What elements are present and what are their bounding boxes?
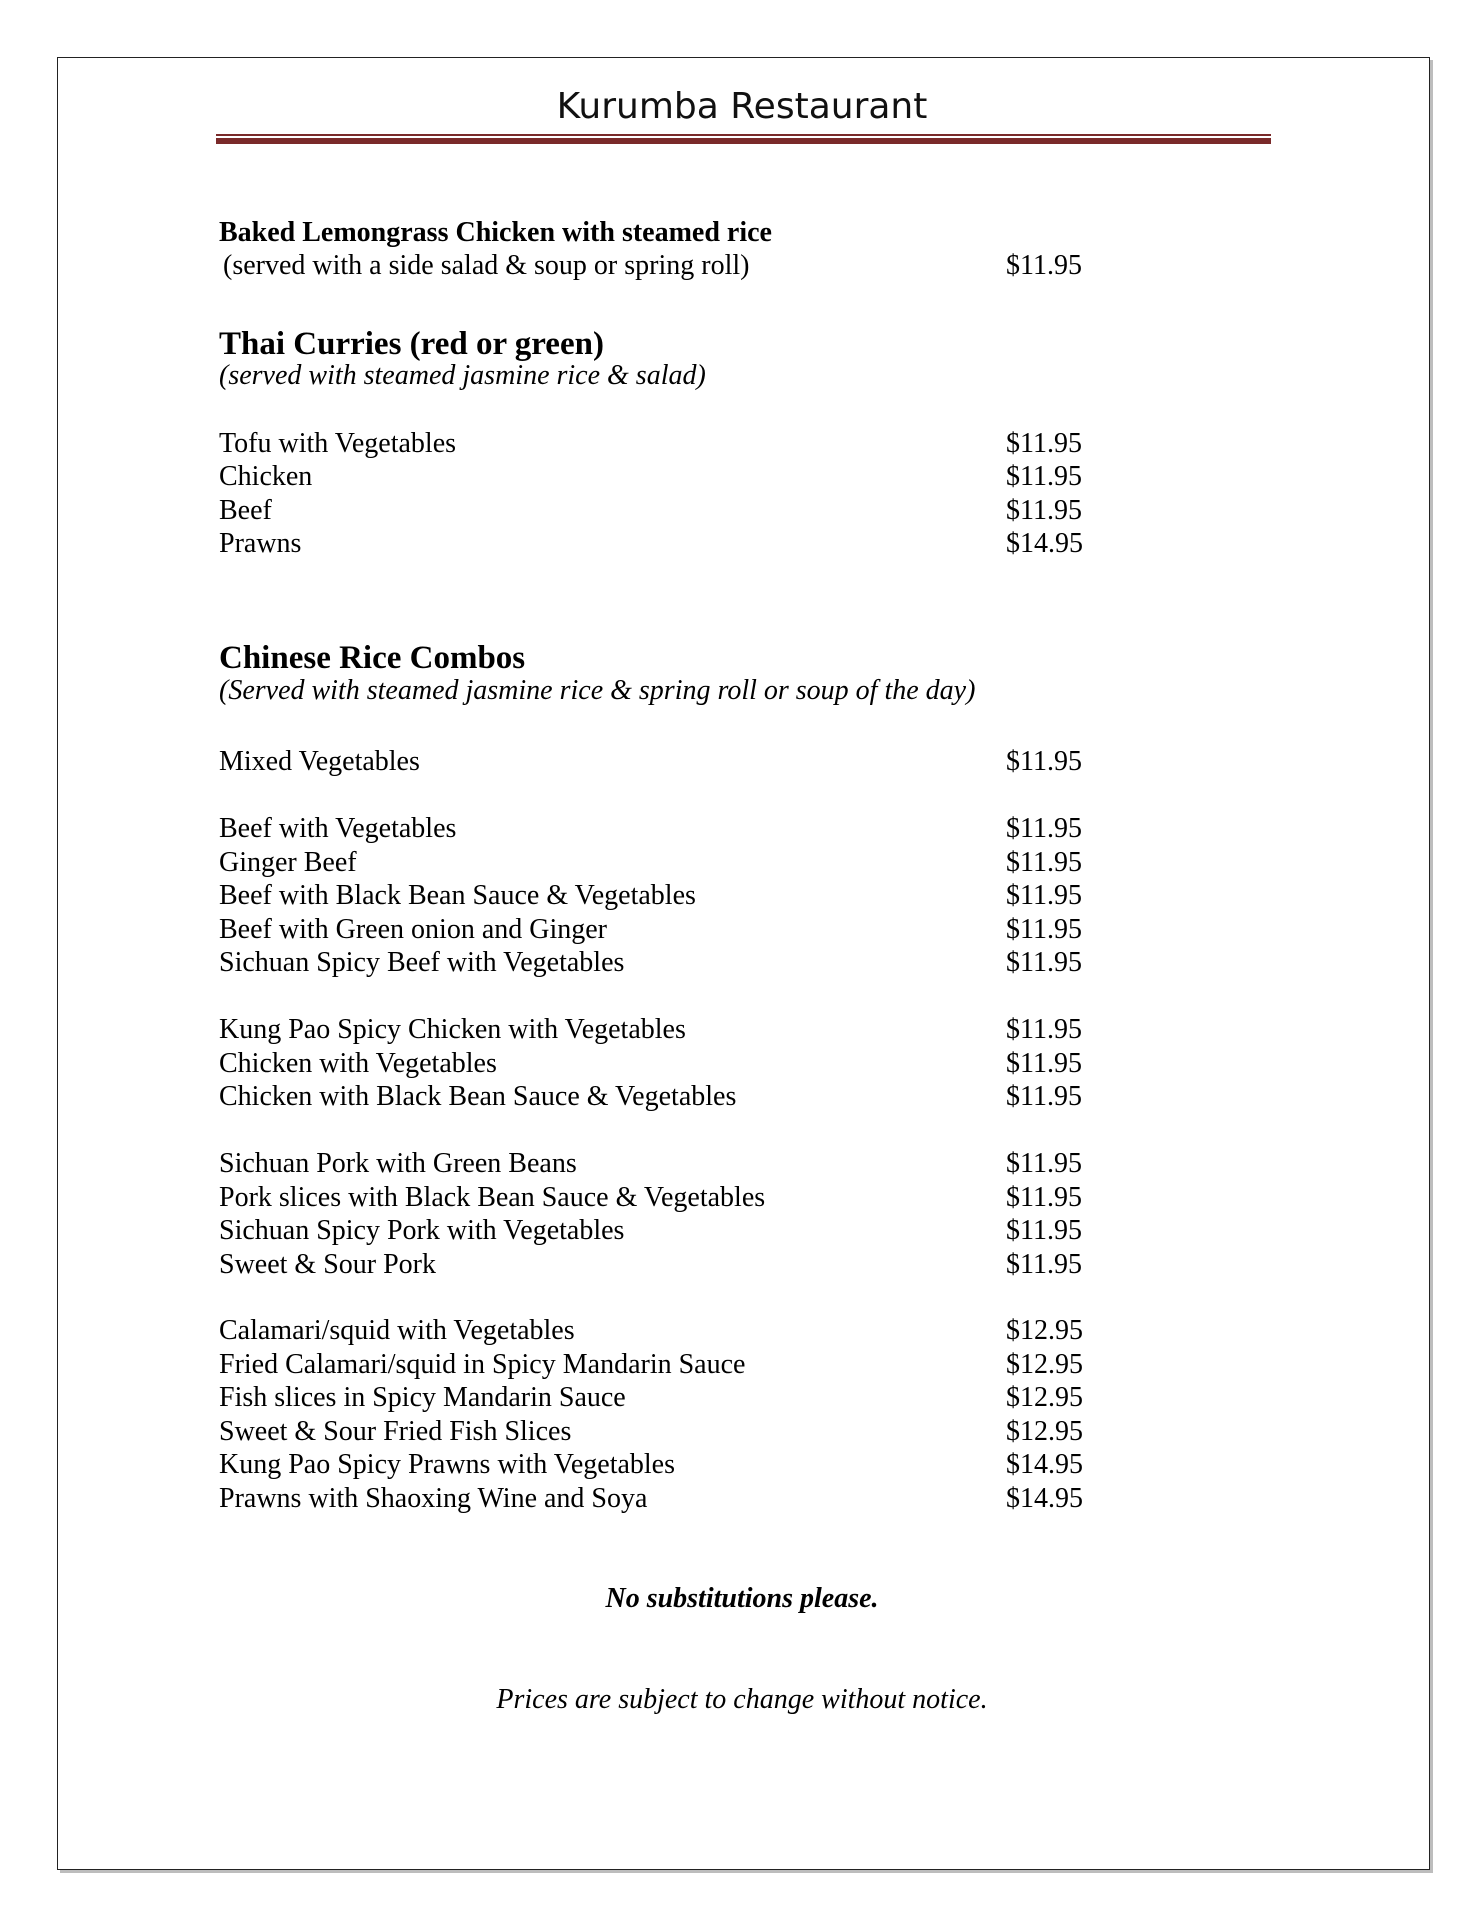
page-title: Kurumba Restaurant <box>556 86 928 127</box>
special-item-note: (served with a side salad & soup or spring roll) <box>223 250 750 281</box>
menu-item-price: $11.95 <box>1006 428 1082 459</box>
menu-item-name: Beef with Vegetables <box>219 813 457 844</box>
menu-item-price: $12.95 <box>1006 1315 1083 1346</box>
menu-item-name: Calamari/squid with Vegetables <box>219 1315 575 1346</box>
menu-item-price: $12.95 <box>1006 1349 1083 1380</box>
menu-item-name: Fried Calamari/squid in Spicy Mandarin Sauce <box>219 1349 746 1380</box>
menu-item-name: Chicken <box>219 461 313 492</box>
menu-item-price: $12.95 <box>1006 1382 1083 1413</box>
menu-item-price: $11.95 <box>1006 1048 1082 1079</box>
menu-item-price: $11.95 <box>1006 880 1082 911</box>
menu-item-price: $11.95 <box>1006 847 1082 878</box>
menu-item-name: Beef with Black Bean Sauce & Vegetables <box>219 880 696 911</box>
menu-item-name: Sichuan Spicy Pork with Vegetables <box>219 1215 625 1246</box>
thai-curries-subtitle: (served with steamed jasmine rice & salad) <box>219 360 706 391</box>
menu-item-name: Sweet & Sour Fried Fish Slices <box>219 1416 572 1447</box>
menu-item-price: $11.95 <box>1006 1182 1082 1213</box>
chinese-combos-title: Chinese Rice Combos <box>219 640 526 676</box>
menu-item-price: $12.95 <box>1006 1416 1083 1447</box>
menu-item-price: $11.95 <box>1006 1215 1082 1246</box>
menu-item-price: $11.95 <box>1006 1148 1082 1179</box>
menu-item-name: Mixed Vegetables <box>219 746 420 777</box>
menu-item-name: Chicken with Vegetables <box>219 1048 497 1079</box>
menu-item-price: $11.95 <box>1006 947 1082 978</box>
menu-item-price: $11.95 <box>1006 813 1082 844</box>
menu-item-price: $14.95 <box>1006 528 1083 559</box>
menu-item-name: Ginger Beef <box>219 847 357 878</box>
header-rule-thin <box>216 134 1271 136</box>
menu-item-name: Pork slices with Black Bean Sauce & Vegetables <box>219 1182 766 1213</box>
menu-item-name: Beef with Green onion and Ginger <box>219 914 607 945</box>
menu-item-name: Tofu with Vegetables <box>219 428 457 459</box>
menu-item-name: Kung Pao Spicy Chicken with Vegetables <box>219 1014 686 1045</box>
menu-item-name: Sweet & Sour Pork <box>219 1249 436 1280</box>
price-disclaimer: Prices are subject to change without notice. <box>496 1684 988 1715</box>
no-substitutions-note: No substitutions please. <box>605 1583 879 1614</box>
chinese-combos-subtitle: (Served with steamed jasmine rice & spring roll or soup of the day) <box>219 675 976 706</box>
special-item-price: $11.95 <box>1006 250 1082 281</box>
menu-item-price: $11.95 <box>1006 1014 1082 1045</box>
menu-item-price: $11.95 <box>1006 461 1082 492</box>
menu-item-name: Chicken with Black Bean Sauce & Vegetables <box>219 1081 737 1112</box>
menu-item-name: Beef <box>219 495 272 526</box>
menu-item-price: $11.95 <box>1006 914 1082 945</box>
menu-item-price: $11.95 <box>1006 1249 1082 1280</box>
header-rule-thick <box>216 138 1271 144</box>
menu-item-price: $11.95 <box>1006 1081 1082 1112</box>
menu-item-price: $11.95 <box>1006 495 1082 526</box>
special-item-name: Baked Lemongrass Chicken with steamed rice <box>219 217 772 248</box>
menu-item-name: Sichuan Pork with Green Beans <box>219 1148 577 1179</box>
menu-item-price: $11.95 <box>1006 746 1082 777</box>
menu-item-name: Fish slices in Spicy Mandarin Sauce <box>219 1382 626 1413</box>
menu-item-name: Sichuan Spicy Beef with Vegetables <box>219 947 625 978</box>
menu-item-name: Prawns with Shaoxing Wine and Soya <box>219 1483 648 1514</box>
menu-item-name: Prawns <box>219 528 302 559</box>
thai-curries-title: Thai Curries (red or green) <box>219 326 604 362</box>
menu-item-name: Kung Pao Spicy Prawns with Vegetables <box>219 1449 675 1480</box>
menu-item-price: $14.95 <box>1006 1449 1083 1480</box>
menu-item-price: $14.95 <box>1006 1483 1083 1514</box>
